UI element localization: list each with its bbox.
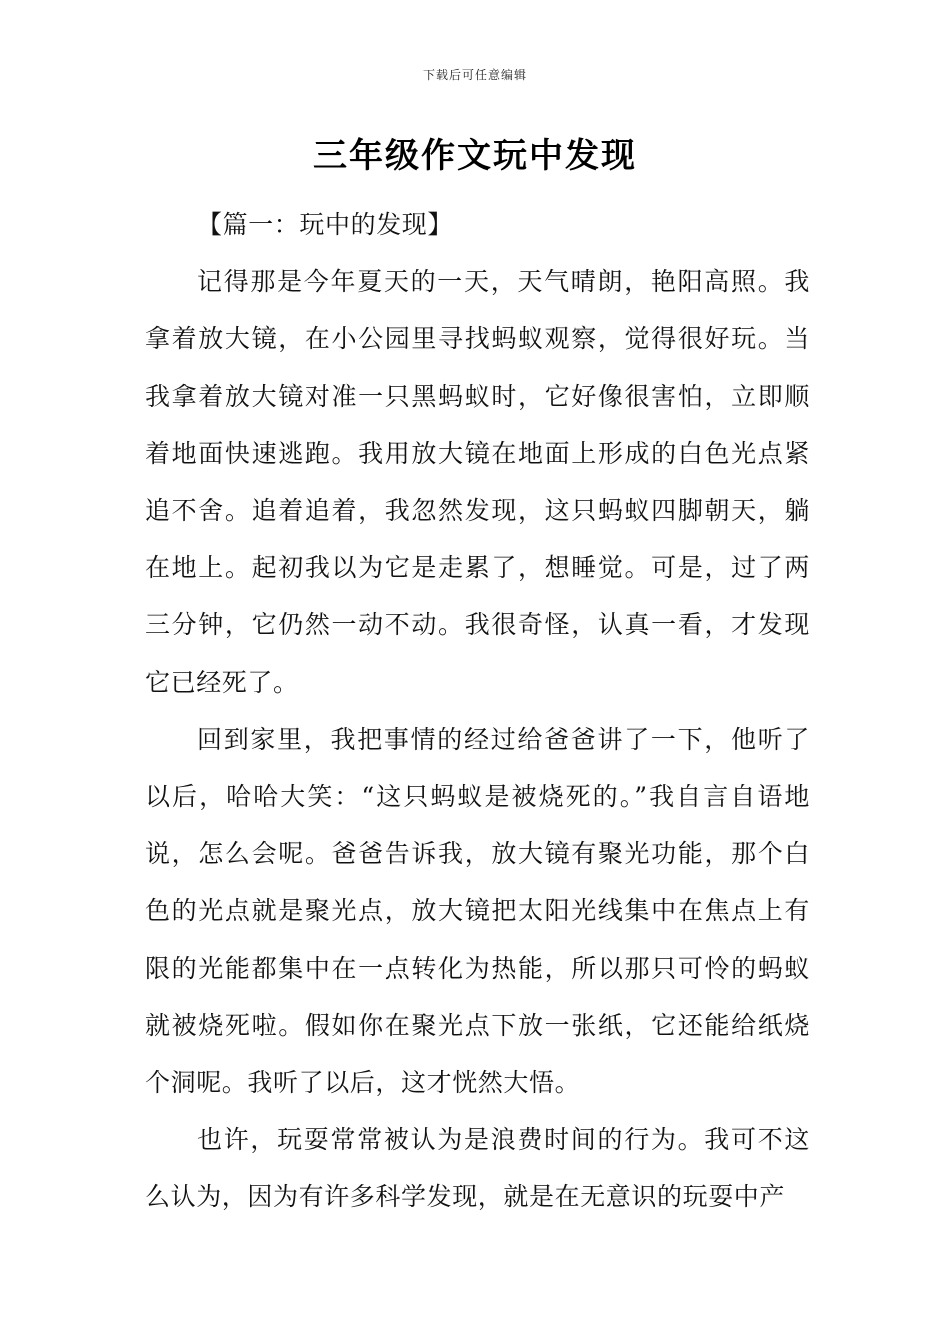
article-body [145,196,810,1226]
page-title: 三年级作文玩中发现 [313,136,637,176]
section-heading: 【篇一：玩中的发现】 [197,210,454,239]
paragraph-2: 回到家里，我把事情的经过给爸爸讲了一下，他听了以后，哈哈大笑：“这只蚂蚁是被烧死的。”我自言自语地说，怎么会呢。爸爸告诉我，放大镜有聚光功能，那个白色的光点就是聚光点，放大镜把太阳光线集中在焦点上有限的光能都集中在一点转化为热能，所以那只可怜的蚂蚁就被烧死啦。假如你在聚光点下放一张纸，它还能给纸烧个洞呢。我听了以后，这才恍然大悟。 [145,724,810,1098]
paragraph-3: 也许，玩耍常常被认为是浪费时间的行为。我可不这么认为，因为有许多科学发现，就是在无意识的玩耍中产 [145,1125,810,1212]
header-note: 下载后可任意编辑 [422,68,527,82]
paragraph-1: 记得那是今年夏天的一天，天气晴朗，艳阳高照。我拿着放大镜，在小公园里寻找蚂蚁观察，觉得很好玩。当我拿着放大镜对准一只黑蚂蚁时，它好像很害怕，立即顺着地面快速逃跑。我用放大镜在地面上形成的白色光点紧追不舍。追着追着，我忽然发现，这只蚂蚁四脚朝天，躺在地上。起初我以为它是走累了，想睡觉。可是，过了两三分钟，它仍然一动不动。我很奇怪，认真一看，才发现它已经死了。 [145,267,810,697]
